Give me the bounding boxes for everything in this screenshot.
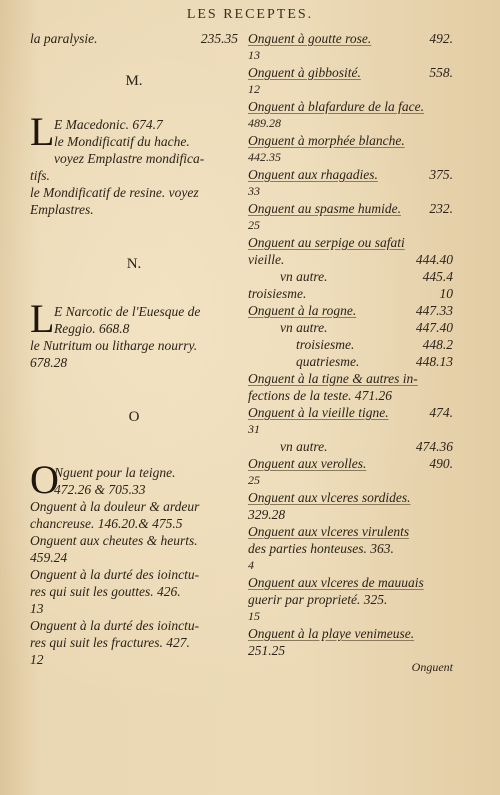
index-entry xyxy=(30,498,238,532)
index-entry xyxy=(248,489,453,523)
entry-text: la paralysie. xyxy=(30,31,98,46)
entry-text: vieille. xyxy=(248,252,285,267)
entry-number: 444.40 xyxy=(415,252,453,267)
index-entry xyxy=(248,132,453,166)
entry-line: fections de la teste. 471.26 xyxy=(248,388,392,403)
entry-line: E Macedonic. 674.7 xyxy=(54,117,163,132)
index-entry xyxy=(248,523,453,574)
entry-text: Onguent à morphée blanche. xyxy=(248,133,405,148)
entry-number: 232. xyxy=(429,201,453,216)
entry-line: le Mondificatif de resine. voyez xyxy=(30,185,199,200)
entry-line: tifs. xyxy=(30,168,50,183)
entry-text: Onguent à goutte rose. xyxy=(248,31,372,46)
entry-number: 445.4 xyxy=(422,269,453,284)
entry-line: res qui suit les gouttes. 426. xyxy=(30,584,181,599)
entry-line: 329.28 xyxy=(248,507,286,522)
drop-capital: O xyxy=(30,457,59,502)
index-entry xyxy=(30,296,238,341)
index-entry xyxy=(248,64,453,98)
index-entry xyxy=(248,455,453,489)
entry-number: 447.40 xyxy=(415,320,453,335)
entry-number: 490. xyxy=(429,456,453,471)
entry-number: 375. xyxy=(429,167,453,182)
section-heading-o: O xyxy=(128,409,140,425)
index-entry xyxy=(30,457,238,502)
entry-text: Onguent à gibbosité. xyxy=(248,65,361,80)
entry-line: Nguent pour la teigne. xyxy=(54,465,176,480)
index-entry xyxy=(248,302,453,370)
entry-line: 31 xyxy=(248,422,260,436)
index-entry xyxy=(248,370,453,404)
entry-line: E Narcotic de l'Euesque de xyxy=(54,304,201,319)
catchword: Onguent xyxy=(411,660,453,674)
entry-number: 10 xyxy=(439,286,453,301)
entry-line: Onguent à la playe venimeuse. xyxy=(248,626,415,641)
entry-number: 448.13 xyxy=(415,354,453,369)
entry-line: 251.25 xyxy=(248,643,286,658)
entry-text: vn autre. xyxy=(280,320,328,335)
entry-line: 13 xyxy=(30,601,44,616)
index-entry xyxy=(30,532,238,566)
entry-line: Onguent aux cheutes & heurts. xyxy=(30,533,198,548)
index-entry xyxy=(248,574,453,625)
entry-number: 447.33 xyxy=(415,303,453,318)
entry-line: Onguent à la durté des ioinctu- xyxy=(30,618,200,633)
section-heading-n: N. xyxy=(126,256,142,272)
running-header: LES RECEPTES. xyxy=(186,7,314,22)
entry-number: 474. xyxy=(429,405,453,420)
index-entry xyxy=(248,234,453,302)
entry-line: res qui suit les fractures. 427. xyxy=(30,635,190,650)
entry-line: Onguent aux vlceres sordides. xyxy=(248,490,411,505)
entry-number: 558. xyxy=(429,65,453,80)
entry-line: 25 xyxy=(248,218,260,232)
entry-text: troisiesme. xyxy=(248,286,307,301)
entry-line: le Nutritum ou litharge nourry. xyxy=(30,338,198,353)
entry-line: 15 xyxy=(248,609,260,623)
entry-line: Emplastres. xyxy=(30,202,94,217)
entry-line: 678.28 xyxy=(30,355,68,370)
entry-line: 472.26 & 705.33 xyxy=(54,482,146,497)
entry-text: troisiesme. xyxy=(296,337,355,352)
entry-line: 33 xyxy=(248,184,260,198)
entry-text: Onguent aux verolles. xyxy=(248,456,367,471)
entry-line: Onguent aux vlceres virulents xyxy=(248,524,410,539)
section-heading-m: M. xyxy=(125,73,143,89)
entry-text: Onguent à la rogne. xyxy=(248,303,357,318)
index-entry xyxy=(30,566,238,617)
entry-line: le Mondificatif du hache. xyxy=(54,134,190,149)
entry-line: 459.24 xyxy=(30,550,68,565)
drop-capital: L xyxy=(30,109,55,154)
entry-number: 474.36 xyxy=(415,439,453,454)
entry-text: Onguent à la vieille tigne. xyxy=(248,405,389,420)
entry-line: chancreuse. 146.20.& 475.5 xyxy=(30,516,183,531)
index-entry xyxy=(248,98,453,132)
index-entry xyxy=(248,404,453,455)
entry-text: Onguent à blafardure de la face. xyxy=(248,99,424,114)
entry-text: Onguent aux rhagadies. xyxy=(248,167,378,182)
index-entry xyxy=(248,30,453,64)
entry-line: 12 xyxy=(30,652,44,667)
entry-line: 12 xyxy=(248,82,260,96)
entry-text: vn autre. xyxy=(280,439,328,454)
right-column xyxy=(248,30,453,676)
index-entry xyxy=(248,200,453,234)
entry-text: Onguent au spasme humide. xyxy=(248,201,401,216)
entry-line: 25 xyxy=(248,473,260,487)
index-entry xyxy=(30,617,238,668)
index-entry xyxy=(30,109,238,184)
entry-text: vn autre. xyxy=(280,269,328,284)
entry-line: voyez Emplastre mondifica- xyxy=(54,151,205,166)
entry-number: 235.35 xyxy=(200,31,238,46)
drop-capital: L xyxy=(30,296,55,341)
entry-line: 13 xyxy=(248,48,260,62)
entry-text: quatriesme. xyxy=(296,354,360,369)
entry-line: 4 xyxy=(248,558,254,572)
entry-number: 448.2 xyxy=(422,337,453,352)
index-entry xyxy=(248,166,453,200)
entry-text: Onguent au serpige ou safati xyxy=(248,235,405,250)
entry-line: 489.28 xyxy=(248,116,281,130)
entry-line: 442.35 xyxy=(248,150,281,164)
entry-line: Onguent aux vlceres de mauuais xyxy=(248,575,424,590)
entry-line: Reggio. 668.8 xyxy=(54,321,130,336)
entry-line: Onguent à la douleur & ardeur xyxy=(30,499,200,514)
index-entry xyxy=(30,30,238,47)
entry-number: 492. xyxy=(429,31,453,46)
entry-line: guerir par proprieté. 325. xyxy=(248,592,388,607)
index-entry xyxy=(248,625,453,659)
left-column xyxy=(30,30,238,668)
entry-line: Onguent à la tigne & autres in- xyxy=(248,371,418,386)
entry-line: des parties honteuses. 363. xyxy=(248,541,394,556)
entry-line: Onguent à la durté des ioinctu- xyxy=(30,567,200,582)
